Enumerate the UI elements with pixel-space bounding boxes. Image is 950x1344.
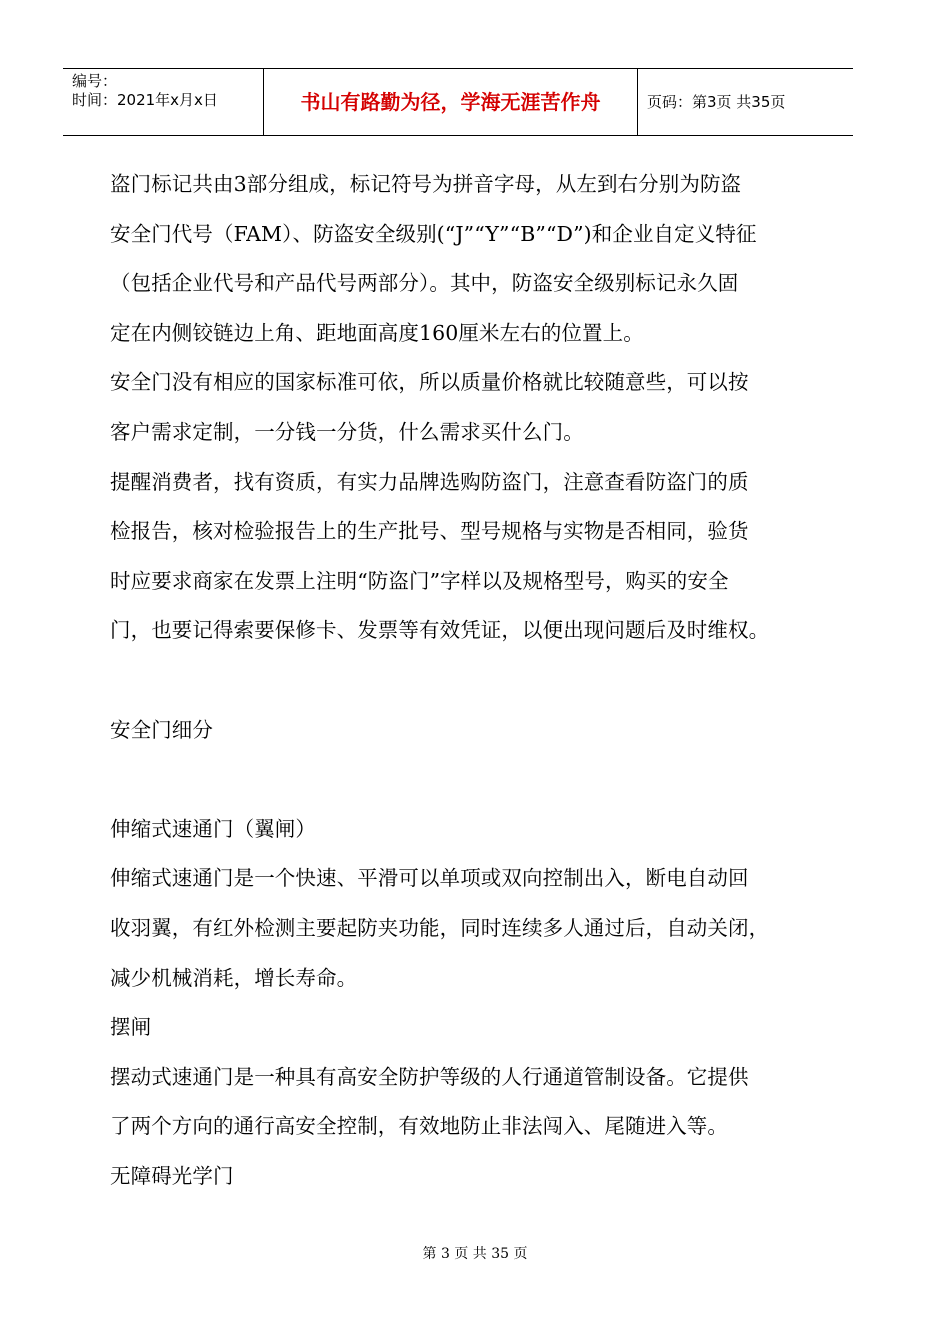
- text-line: 门，也要记得索要保修卡、发票等有效凭证，以便出现问题后及时维权。: [110, 618, 770, 643]
- subsection-title: 摆闸: [110, 1015, 152, 1040]
- text-line: 减少机械消耗，增长寿命。: [110, 965, 358, 990]
- text-line: 时应要求商家在发票上注明“防盗门”字样以及规格型号，购买的安全: [110, 568, 729, 593]
- page-footer: 第 3 页 共 35 页: [422, 1246, 528, 1262]
- text-line: 安全门没有相应的国家标准可依，所以质量价格就比较随意些，可以按: [110, 370, 749, 395]
- text-line: 收羽翼，有红外检测主要起防夹功能，同时连续多人通过后，自动关闭，: [110, 915, 770, 940]
- text-line: （包括企业代号和产品代号两部分）。其中，防盗安全级别标记永久固: [110, 271, 739, 296]
- header-page-info: 页码：第3页 共35页: [647, 93, 786, 111]
- text-line: 伸缩式速通门是一个快速、平滑可以单项或双向控制出入，断电自动回: [110, 866, 749, 891]
- header-meta: [63, 69, 264, 135]
- text-line: 安全门代号（FAM）、防盗安全级别(“J”“Y”“B”“D”)和企业自定义特征: [110, 221, 757, 246]
- subsection-title: 无障碍光学门: [110, 1163, 234, 1188]
- page-header: [63, 68, 853, 136]
- header-slogan: 书山有路勤为径，学海无涯苦作舟: [264, 69, 638, 135]
- subsection-title: 伸缩式速通门（翼闸）: [110, 816, 316, 841]
- document-body: [110, 160, 830, 1201]
- text-line: 客户需求定制，一分钱一分货，什么需求买什么门。: [110, 419, 584, 444]
- code-label: 编号：: [72, 72, 118, 90]
- text-line: 提醒消费者，找有资质，有实力品牌选购防盗门，注意查看防盗门的质: [110, 469, 749, 494]
- blank-line: [110, 755, 830, 805]
- text-line: 检报告，核对检验报告上的生产批号、型号规格与实物是否相同，验货: [110, 519, 749, 544]
- time-label: 时间：2021年x月x日: [72, 91, 218, 109]
- section-title: 安全门细分: [110, 717, 213, 742]
- text-line: 盗门标记共由3部分组成，标记符号为拼音字母，从左到右分别为防盗: [110, 172, 742, 196]
- blank-line: [110, 656, 830, 706]
- text-line: 了两个方向的通行高安全控制，有效地防止非法闯入、尾随进入等。: [110, 1114, 728, 1139]
- text-line: 定在内侧铰链边上角、距地面高度160厘米左右的位置上。: [110, 320, 644, 345]
- text-line: 摆动式速通门是一种具有高安全防护等级的人行通道管制设备。它提供: [110, 1064, 749, 1089]
